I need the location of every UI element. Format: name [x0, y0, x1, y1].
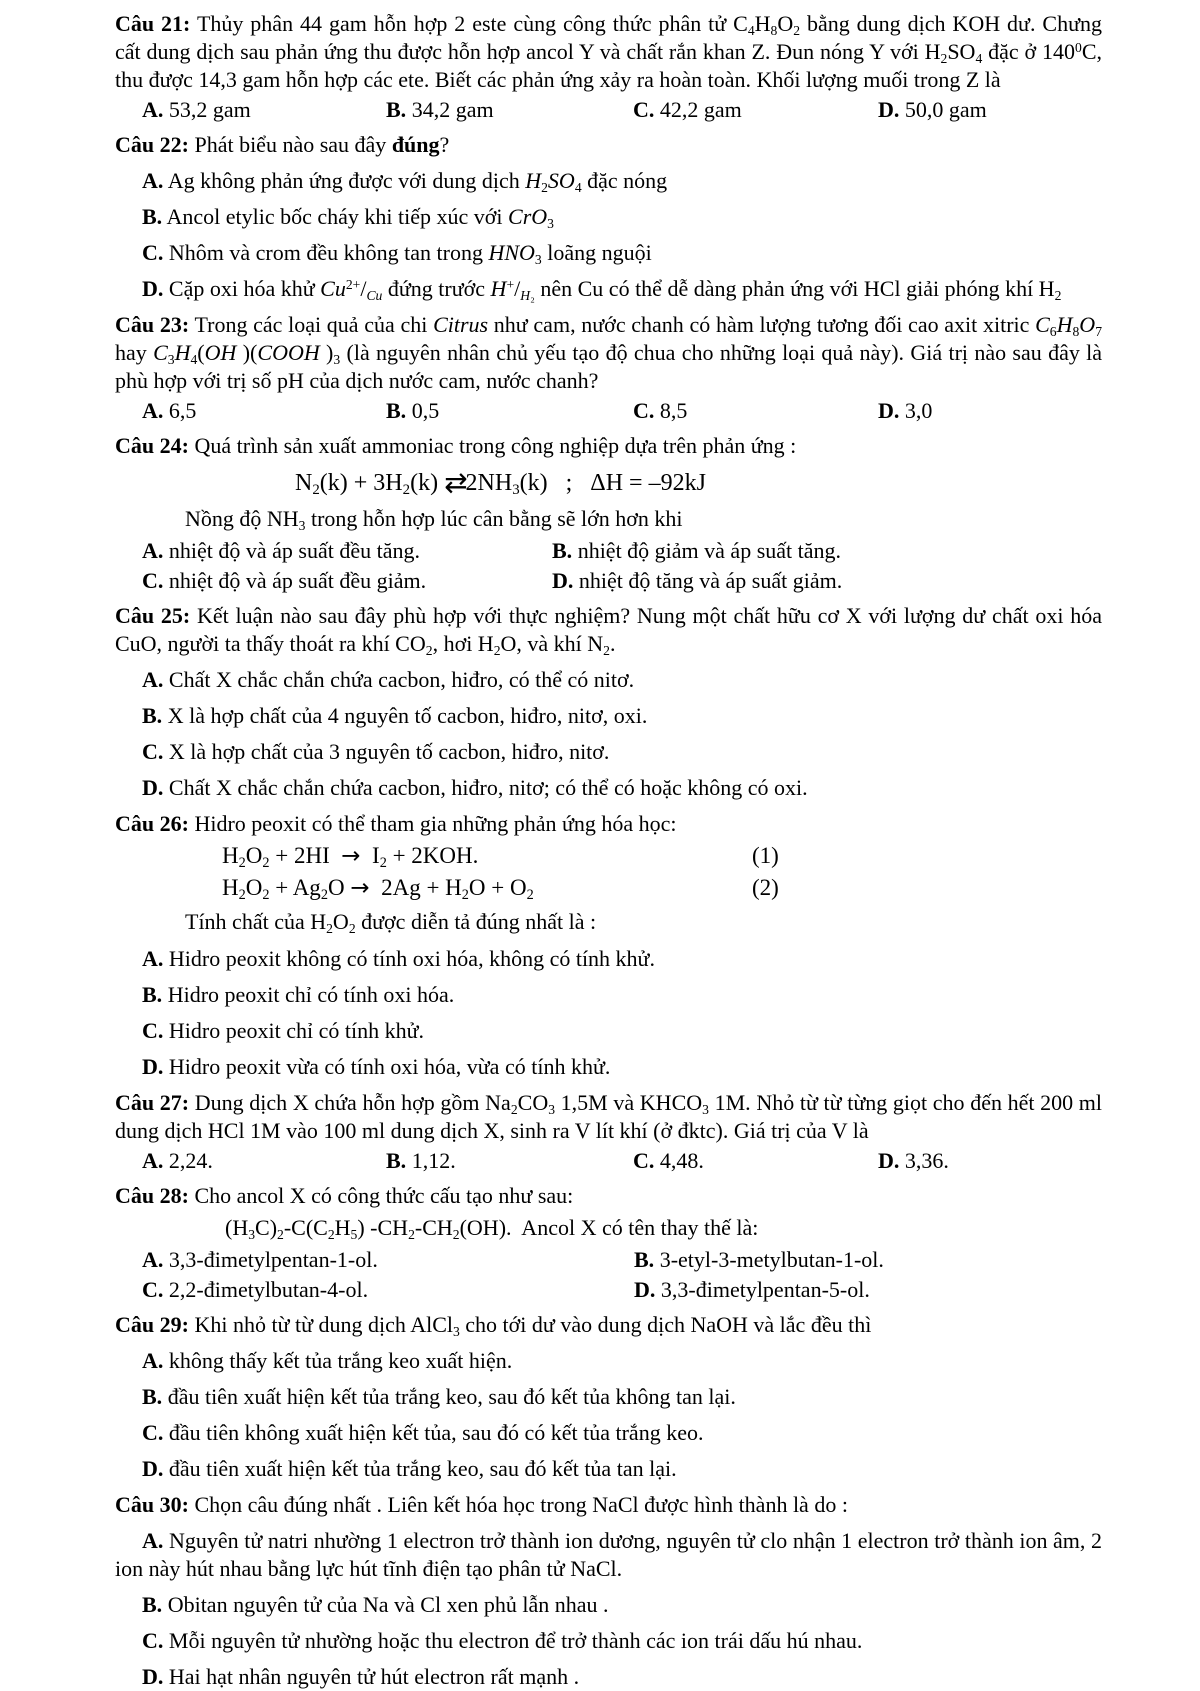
option-text: nhiệt độ giảm và áp suất tăng. — [577, 538, 842, 563]
option-a — [142, 537, 552, 565]
question-cau-28 — [115, 1182, 1102, 1304]
option-text: 34,2 gam — [411, 97, 494, 122]
option-label: B. — [552, 538, 573, 563]
question-text: Chọn câu đúng nhất . Liên kết hóa học trong NaCl được hình thành là do : — [194, 1492, 848, 1517]
question-stem — [115, 602, 1102, 658]
option-text: đầu tiên xuất hiện kết tủa trắng keo, sau đó kết tủa tan lại. — [168, 1456, 677, 1481]
option-b — [386, 1147, 633, 1175]
option-label: C. — [633, 1148, 655, 1173]
option-b — [634, 1246, 1102, 1274]
option-label: A. — [142, 168, 164, 193]
option-b — [115, 702, 1102, 730]
question-stem — [115, 131, 1102, 159]
option-label: B. — [386, 1148, 407, 1173]
option-b — [115, 981, 1102, 1009]
option-text: 3,3-đimetylpentan-5-ol. — [660, 1277, 870, 1302]
option-label: C. — [142, 1628, 164, 1653]
option-label: A. — [142, 97, 164, 122]
option-label: B. — [142, 1384, 163, 1409]
option-text: 6,5 — [168, 398, 197, 423]
question-text: Khi nhỏ từ từ dung dịch AlCl$_3$ cho tới dư vào dung dịch NaOH và lắc đều thì — [194, 1312, 872, 1339]
option-a — [115, 666, 1102, 694]
question-cau-22 — [115, 131, 1102, 303]
option-text: 4,48. — [659, 1148, 704, 1173]
option-text: 42,2 gam — [659, 97, 742, 122]
option-text: đầu tiên xuất hiện kết tủa trắng keo, sau đó kết tủa không tan lại. — [167, 1384, 736, 1409]
option-text: Chất X chắc chắn chứa cacbon, hiđro, nitơ; có thể có hoặc không có oxi. — [168, 775, 808, 800]
option-text: Chất X chắc chắn chứa cacbon, hiđro, có thể có nitơ. — [168, 667, 635, 692]
option-label: D. — [142, 1054, 164, 1079]
option-text: Obitan nguyên tử của Na và Cl xen phủ lẫn nhau . — [167, 1592, 609, 1617]
option-text: nhiệt độ và áp suất đều tăng. — [168, 538, 420, 563]
option-text: Mỗi nguyên tử nhường hoặc thu electron để trở thành các ion trái dấu hú nhau. — [168, 1628, 863, 1653]
option-c — [115, 1419, 1102, 1447]
question-text: Dung dịch X chứa hỗn hợp gồm $Na_2CO_3$ 1,5M và $KHCO_3$ 1M. Nhỏ từ từ từng giọt cho đến hết 200 ml dung dịch HCl 1M vào 100 ml dung dịch X, sinh ra V lít khí (ở đktc). Giá trị của V là — [115, 1090, 1103, 1143]
option-label: C. — [633, 97, 655, 122]
question-stem — [115, 1182, 1102, 1210]
option-a — [142, 96, 386, 124]
option-text: Hidro peoxit không có tính oxi hóa, không có tính khử. — [168, 946, 655, 971]
option-c — [115, 738, 1102, 766]
option-label: B. — [142, 703, 163, 728]
option-label: A. — [142, 398, 164, 423]
option-b — [115, 1591, 1102, 1619]
option-label: C. — [142, 1018, 164, 1043]
option-label: A. — [142, 1528, 164, 1553]
option-text: 3,36. — [904, 1148, 949, 1173]
option-label: A. — [142, 946, 164, 971]
option-c — [142, 567, 552, 595]
option-text: X là hợp chất của 4 nguyên tố cacbon, hiđro, nitơ, oxi. — [167, 703, 648, 728]
option-text: 0,5 — [411, 398, 440, 423]
equation-number: (2) — [752, 875, 779, 900]
option-text: 53,2 gam — [168, 97, 251, 122]
option-text: Ag không phản ứng được với dung dịch $H_2SO_4$ đặc nóng — [167, 168, 668, 195]
option-label: A. — [142, 1348, 164, 1373]
options-row — [115, 1147, 1102, 1175]
question-stem — [115, 1311, 1102, 1339]
question-text: Thủy phân 44 gam hỗn hợp 2 este cùng công thức phân tử $C_4H_8O_2$ bằng dung dịch KOH dư. Chưng cất dung dịch sau phản ứng thu được hỗn hợp ancol Y và chất rắn khan Z. Đun nóng Y với $H_2SO_4$ đặc ở $140^0C$, thu được 14,3 gam hỗn hợp các ete. Biết các phản ứng xảy ra hoàn toàn. Khối lượng muối trong Z là — [115, 11, 1102, 92]
option-label: D. — [552, 568, 574, 593]
option-label: C. — [142, 739, 164, 764]
reaction-equation — [222, 840, 1102, 872]
option-label: C. — [633, 398, 655, 423]
option-label: A. — [142, 1148, 164, 1173]
option-text: 1,12. — [411, 1148, 456, 1173]
question-stem — [115, 311, 1102, 395]
question-number: Câu 26: — [115, 811, 189, 836]
question-cau-26 — [115, 810, 1102, 1081]
option-text: 3,3-đimetylpentan-1-ol. — [168, 1247, 378, 1272]
option-label: B. — [142, 1592, 163, 1617]
option-d — [115, 1053, 1102, 1081]
option-text: Nguyên tử natri nhường 1 electron trở thành ion dương, nguyên tử clo nhận 1 electron trở thành ion âm, 2 ion này hút nhau bằng lực hút tĩnh điện tạo phân tử NaCl. — [115, 1528, 1102, 1581]
option-label: C. — [142, 568, 164, 593]
option-text: không thấy kết tủa trắng keo xuất hiện. — [168, 1348, 513, 1373]
option-text: Hidro peoxit vừa có tính oxi hóa, vừa có tính khử. — [168, 1054, 611, 1079]
option-label: C. — [142, 1277, 164, 1302]
option-d — [115, 1663, 1102, 1691]
question-list — [115, 10, 1102, 1691]
question-cau-21 — [115, 10, 1102, 124]
question-text: Kết luận nào sau đây phù hợp với thực nghiệm? Nung một chất hữu cơ X với lượng dư chất oxi hóa CuO, người ta thấy thoát ra khí $CO_2$, hơi $H_2O$, và khí $N_2$. — [115, 603, 1103, 658]
option-text: 2,2-đimetylbutan-4-ol. — [168, 1277, 369, 1302]
question-number: Câu 24: — [115, 433, 189, 458]
option-c — [633, 397, 878, 425]
option-b — [115, 1383, 1102, 1411]
option-label: D. — [142, 1664, 164, 1689]
option-c — [142, 1276, 634, 1304]
options-row — [115, 397, 1102, 425]
question-number: Câu 25: — [115, 603, 191, 628]
equation-number: (1) — [752, 843, 779, 868]
options-grid — [115, 537, 1102, 595]
option-label: D. — [142, 775, 164, 800]
reaction-equation — [222, 872, 1102, 904]
options-row — [115, 96, 1102, 124]
option-a — [115, 167, 1102, 195]
option-text: Hidro peoxit chỉ có tính khử. — [168, 1018, 424, 1043]
option-text: X là hợp chất của 3 nguyên tố cacbon, hiđro, nitơ. — [168, 739, 610, 764]
question-text: Phát biểu nào sau đây đúng? — [194, 132, 450, 157]
option-c — [115, 1627, 1102, 1655]
option-c — [115, 239, 1102, 267]
options-stack — [115, 1347, 1102, 1483]
option-text: nhiệt độ tăng và áp suất giảm. — [578, 568, 843, 593]
option-b — [115, 203, 1102, 231]
option-label: A. — [142, 1247, 164, 1272]
option-label: C. — [142, 1420, 164, 1445]
option-text: Nhôm và crom đều không tan trong $HNO_3$ loãng nguội — [168, 240, 652, 267]
question-text: Hidro peoxit có thể tham gia những phản ứng hóa học: — [194, 811, 677, 836]
question-stem — [115, 810, 1102, 838]
question-cau-23 — [115, 311, 1102, 425]
option-text: Cặp oxi hóa khử $Cu^{2+}/_{Cu}$ đứng trước $H^+/_{H_2}$ nên Cu có thể dễ dàng phản ứng với HCl giải phóng khí $H_2$ — [168, 276, 1062, 303]
question-text: Quá trình sản xuất ammoniac trong công nghiệp dựa trên phản ứng : — [194, 433, 797, 458]
option-label: B. — [386, 97, 407, 122]
options-stack — [115, 945, 1102, 1081]
option-a — [142, 397, 386, 425]
question-cau-29 — [115, 1311, 1102, 1483]
option-label: B. — [386, 398, 407, 423]
option-b — [386, 96, 633, 124]
question-subline: Tính chất của $H_2O_2$ được diễn tả đúng nhất là : — [185, 909, 597, 936]
option-c — [633, 1147, 878, 1175]
option-a — [115, 945, 1102, 973]
question-text: Trong các loại quả của chi Citrus như cam, nước chanh có hàm lượng tương đối cao axit xitric $C_6H_8O_7$ hay $C_3H_4(OH$ )(COOH )$_3$ (là nguyên nhân chủ yếu tạo độ chua cho những loại quả này). Giá trị nào sau đây là phù hợp với trị số pH của dịch nước cam, nước chanh? — [115, 312, 1103, 393]
question-subline: $(H_3C)_2-C(C_2H_5)$ $-CH_2-CH_2(OH)$. Ancol X có tên thay thế là: — [225, 1215, 759, 1242]
option-label: D. — [142, 1456, 164, 1481]
question-cau-25 — [115, 602, 1102, 802]
question-number: Câu 27: — [115, 1090, 190, 1115]
options-stack — [115, 1527, 1102, 1691]
question-cau-24 — [115, 432, 1102, 595]
question-stem — [115, 432, 1102, 460]
option-label: D. — [878, 1148, 900, 1173]
options-stack — [115, 167, 1102, 303]
question-number: Câu 21: — [115, 11, 191, 36]
option-d — [552, 567, 1102, 595]
option-text: 50,0 gam — [904, 97, 987, 122]
question-cau-30 — [115, 1491, 1102, 1691]
option-d — [878, 397, 1102, 425]
option-text: đầu tiên không xuất hiện kết tủa, sau đó có kết tủa trắng keo. — [168, 1420, 704, 1445]
option-label: D. — [878, 97, 900, 122]
option-label: A. — [142, 538, 164, 563]
option-a — [115, 1347, 1102, 1375]
question-stem — [115, 10, 1102, 94]
option-a — [142, 1147, 386, 1175]
option-label: B. — [142, 204, 163, 229]
option-d — [878, 1147, 1102, 1175]
question-stem — [115, 1491, 1102, 1519]
question-text: Cho ancol X có công thức cấu tạo như sau: — [194, 1183, 574, 1208]
option-text: Hai hạt nhân nguyên tử hút electron rất mạnh . — [168, 1664, 580, 1689]
option-a — [142, 1246, 634, 1274]
option-label: B. — [634, 1247, 655, 1272]
option-label: C. — [142, 240, 164, 265]
reaction-equation: $N_2(k) + 3H_2(k)$ $⇄2NH_3(k)$ ; ΔH = –92kJ — [295, 466, 706, 499]
option-c — [633, 96, 878, 124]
option-text: 3,0 — [904, 398, 933, 423]
option-text: Ancol etylic bốc cháy khi tiếp xúc với CrO$_3$ — [166, 204, 554, 231]
option-a — [115, 1527, 1102, 1583]
question-stem — [115, 1089, 1102, 1145]
option-b — [386, 397, 633, 425]
options-grid — [115, 1246, 1102, 1304]
question-cau-27 — [115, 1089, 1102, 1175]
option-label: B. — [142, 982, 163, 1007]
option-b — [552, 537, 1102, 565]
option-d — [634, 1276, 1102, 1304]
question-subline: Nồng độ $NH_3$ trong hỗn hợp lúc cân bằng sẽ lớn hơn khi — [185, 506, 683, 533]
option-d — [878, 96, 1102, 124]
option-label: D. — [634, 1277, 656, 1302]
equation-text: $H_2O_2 + 2HI \to I_2 + 2KOH$. — [222, 843, 479, 871]
question-number: Câu 28: — [115, 1183, 189, 1208]
option-d — [115, 774, 1102, 802]
option-text: 3-etyl-3-metylbutan-1-ol. — [659, 1247, 884, 1272]
question-number: Câu 22: — [115, 132, 189, 157]
option-d — [115, 275, 1102, 303]
option-label: A. — [142, 667, 164, 692]
question-number: Câu 30: — [115, 1492, 189, 1517]
option-text: Hidro peoxit chỉ có tính oxi hóa. — [167, 982, 455, 1007]
option-text: 8,5 — [659, 398, 688, 423]
equation-text: $H_2O_2 + Ag_2O \to 2Ag + H_2O + O_2$ — [222, 875, 534, 903]
option-label: D. — [142, 276, 164, 301]
option-text: 2,24. — [168, 1148, 213, 1173]
option-text: nhiệt độ và áp suất đều giảm. — [168, 568, 427, 593]
options-stack — [115, 666, 1102, 802]
question-number: Câu 23: — [115, 312, 190, 337]
question-number: Câu 29: — [115, 1312, 189, 1337]
reaction-list — [115, 840, 1102, 904]
option-label: D. — [878, 398, 900, 423]
option-c — [115, 1017, 1102, 1045]
option-d — [115, 1455, 1102, 1483]
